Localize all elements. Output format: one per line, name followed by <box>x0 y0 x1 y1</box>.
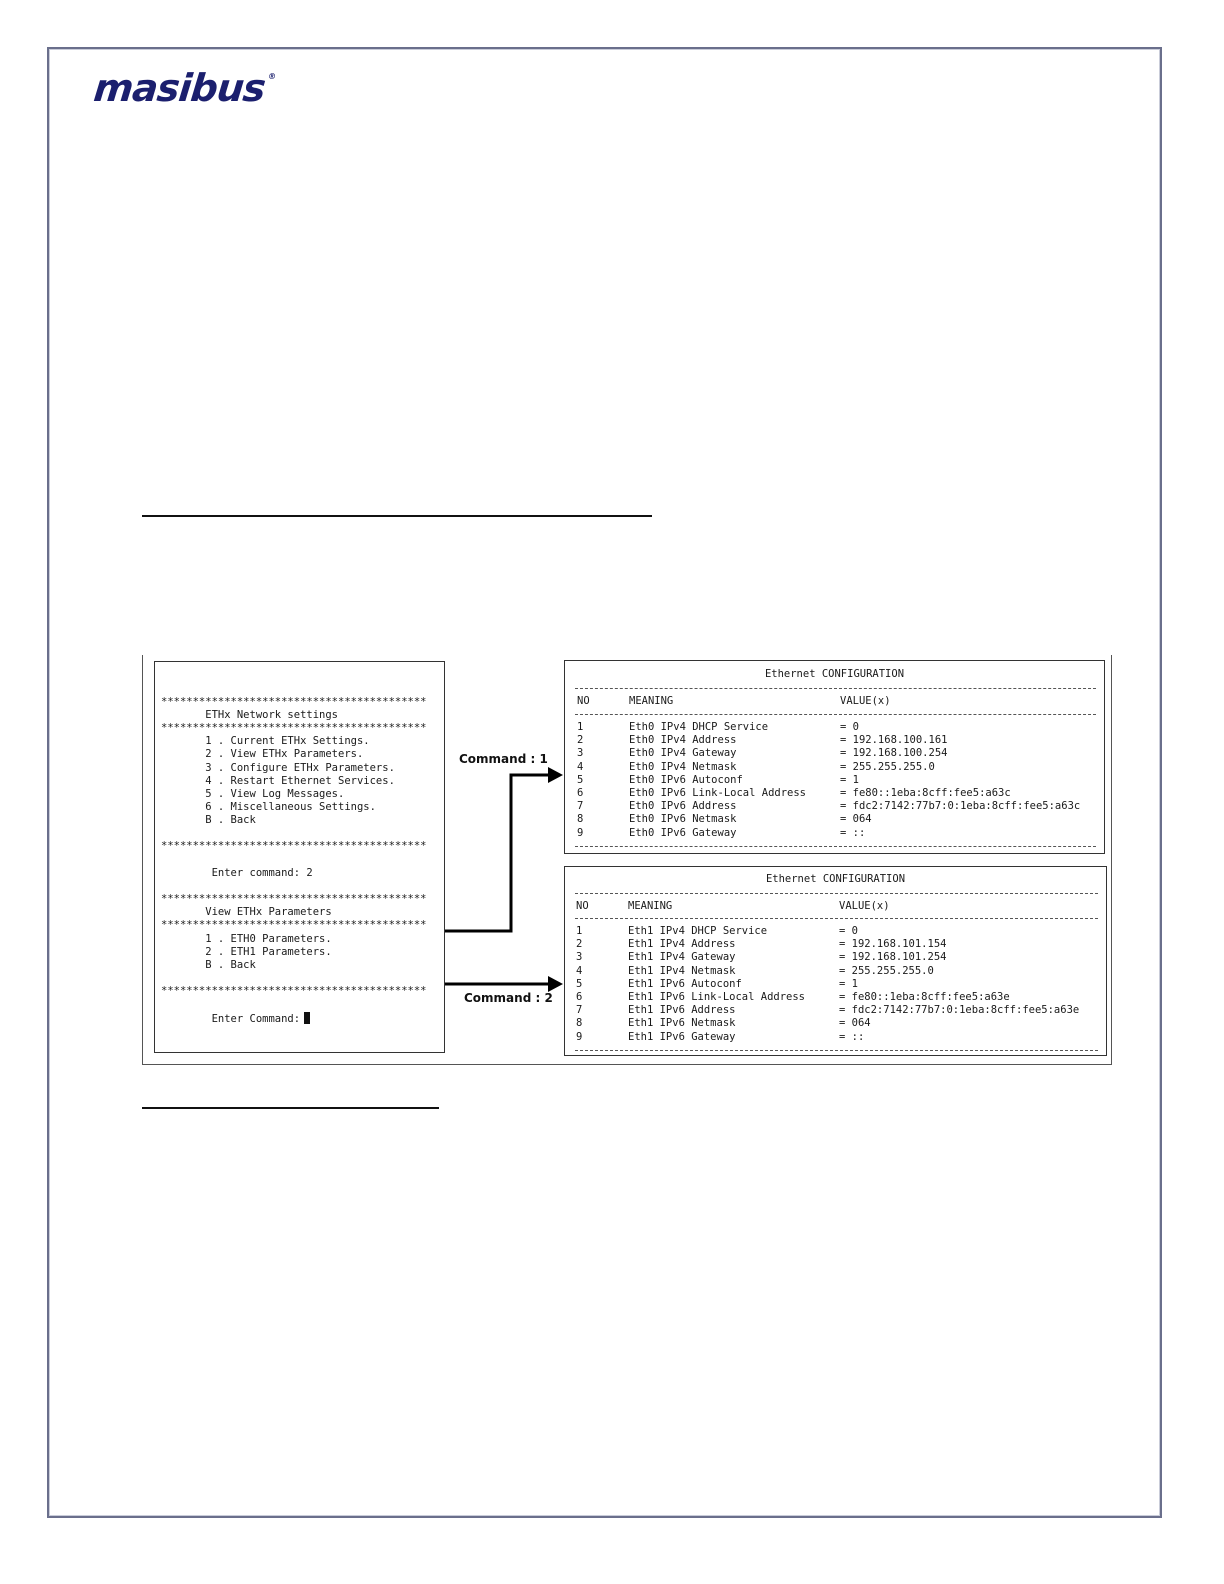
submenu-title: View ETHx Parameters <box>161 906 332 918</box>
row-meaning: Eth1 IPv6 Netmask <box>628 1017 736 1030</box>
row-value: = fe80::1eba:8cff:fee5:a63e <box>839 991 1010 1003</box>
stars-line: ****************************************** <box>161 696 427 708</box>
header-no: NO <box>577 695 590 707</box>
row-value: = 192.168.100.254 <box>840 747 948 760</box>
header-no: NO <box>576 900 589 912</box>
masibus-logo: masibus® <box>91 66 276 110</box>
header-meaning: MEANING <box>629 695 674 707</box>
row-no: 1 <box>576 925 583 937</box>
row-no: 8 <box>576 1017 583 1030</box>
row-value: = 255.255.255.0 <box>840 760 935 773</box>
row-value: = 192.168.100.161 <box>840 734 948 747</box>
submenu-item: 2 . ETH1 Parameters. <box>161 946 332 958</box>
row-meaning: Eth1 IPv4 Address <box>628 938 736 951</box>
row-meaning: Eth0 IPv4 Gateway <box>629 747 737 760</box>
stars-line: ****************************************** <box>161 919 427 931</box>
menu-item: 1 . Current ETHx Settings. <box>161 735 370 747</box>
menu-item: 2 . View ETHx Parameters. <box>161 748 364 760</box>
row-meaning: Eth1 IPv6 Link-Local Address <box>628 991 806 1003</box>
arrowhead-command-1 <box>548 767 563 783</box>
menu-title: ETHx Network settings <box>161 709 339 721</box>
submenu-item: 1 . ETH0 Parameters. <box>161 933 332 945</box>
row-meaning: Eth0 IPv6 Netmask <box>629 813 737 826</box>
row-value: = 0 <box>839 925 858 937</box>
row-no: 8 <box>577 813 584 826</box>
row-meaning: Eth0 IPv6 Autoconf <box>629 773 743 786</box>
stars-line: ****************************************** <box>161 985 427 997</box>
row-value: = 064 <box>840 813 872 826</box>
row-value: = fdc2:7142:77b7:0:1eba:8cff:fee5:a63e <box>839 1004 1080 1017</box>
row-meaning: Eth0 IPv6 Link-Local Address <box>629 787 807 799</box>
row-no: 9 <box>577 826 584 839</box>
row-no: 3 <box>576 951 583 964</box>
row-no: 3 <box>577 747 584 760</box>
row-value: = 192.168.101.154 <box>839 938 947 951</box>
row-value: = :: <box>840 826 866 839</box>
row-meaning: Eth1 IPv4 DHCP Service <box>628 925 768 937</box>
menu-item: B . Back <box>161 814 256 826</box>
row-no: 4 <box>576 964 583 977</box>
menu-item: 3 . Configure ETHx Parameters. <box>161 762 395 774</box>
header-value: VALUE(x) <box>840 695 891 707</box>
menu-item: 6 . Miscellaneous Settings. <box>161 801 376 813</box>
submenu-item: B . Back <box>161 959 256 971</box>
header-meaning: MEANING <box>628 900 673 912</box>
stars-line: ****************************************** <box>161 722 427 734</box>
row-meaning: Eth0 IPv6 Gateway <box>629 826 737 839</box>
row-meaning: Eth0 IPv6 Address <box>629 800 737 813</box>
row-no: 9 <box>576 1030 583 1043</box>
row-meaning: Eth1 IPv6 Autoconf <box>628 977 742 990</box>
row-value: = fe80::1eba:8cff:fee5:a63c <box>840 787 1011 799</box>
row-value: = fdc2:7142:77b7:0:1eba:8cff:fee5:a63c <box>840 800 1081 813</box>
row-no: 5 <box>576 977 583 990</box>
row-no: 7 <box>576 1004 583 1017</box>
row-value: = 192.168.101.254 <box>839 951 947 964</box>
arrowhead-command-2 <box>548 976 563 992</box>
menu-item: 5 . View Log Messages. <box>161 788 345 800</box>
menu-item: 4 . Restart Ethernet Services. <box>161 775 395 787</box>
row-meaning: Eth0 IPv4 DHCP Service <box>629 721 769 733</box>
row-no: 6 <box>576 991 583 1003</box>
row-value: = 064 <box>839 1017 871 1030</box>
command-1-label: Command : 1 <box>459 752 548 766</box>
row-value: = 1 <box>839 977 858 990</box>
row-value: = 255.255.255.0 <box>839 964 934 977</box>
row-no: 2 <box>576 938 583 951</box>
row-no: 7 <box>577 800 584 813</box>
command-2-label: Command : 2 <box>464 991 553 1005</box>
row-meaning: Eth1 IPv4 Gateway <box>628 951 736 964</box>
row-value: = :: <box>839 1030 865 1043</box>
row-no: 2 <box>577 734 584 747</box>
arrow-command-1 <box>445 775 556 931</box>
row-value: = 0 <box>840 721 859 733</box>
config-title: Ethernet CONFIGURATION <box>765 873 906 885</box>
enter-command-prompt: Enter command: 2 <box>161 867 313 879</box>
row-meaning: Eth1 IPv4 Netmask <box>628 964 736 977</box>
stars-line: ****************************************** <box>161 893 427 905</box>
row-no: 1 <box>577 721 584 733</box>
stars-line: ****************************************** <box>161 840 427 852</box>
row-meaning: Eth1 IPv6 Address <box>628 1004 736 1017</box>
row-meaning: Eth1 IPv6 Gateway <box>628 1030 736 1043</box>
config-title: Ethernet CONFIGURATION <box>764 668 905 680</box>
row-meaning: Eth0 IPv4 Netmask <box>629 760 737 773</box>
header-value: VALUE(x) <box>839 900 890 912</box>
row-meaning: Eth0 IPv4 Address <box>629 734 737 747</box>
row-value: = 1 <box>840 773 859 786</box>
row-no: 6 <box>577 787 584 799</box>
row-no: 5 <box>577 773 584 786</box>
row-no: 4 <box>577 760 584 773</box>
enter-command-prompt: Enter Command: <box>161 1012 310 1026</box>
